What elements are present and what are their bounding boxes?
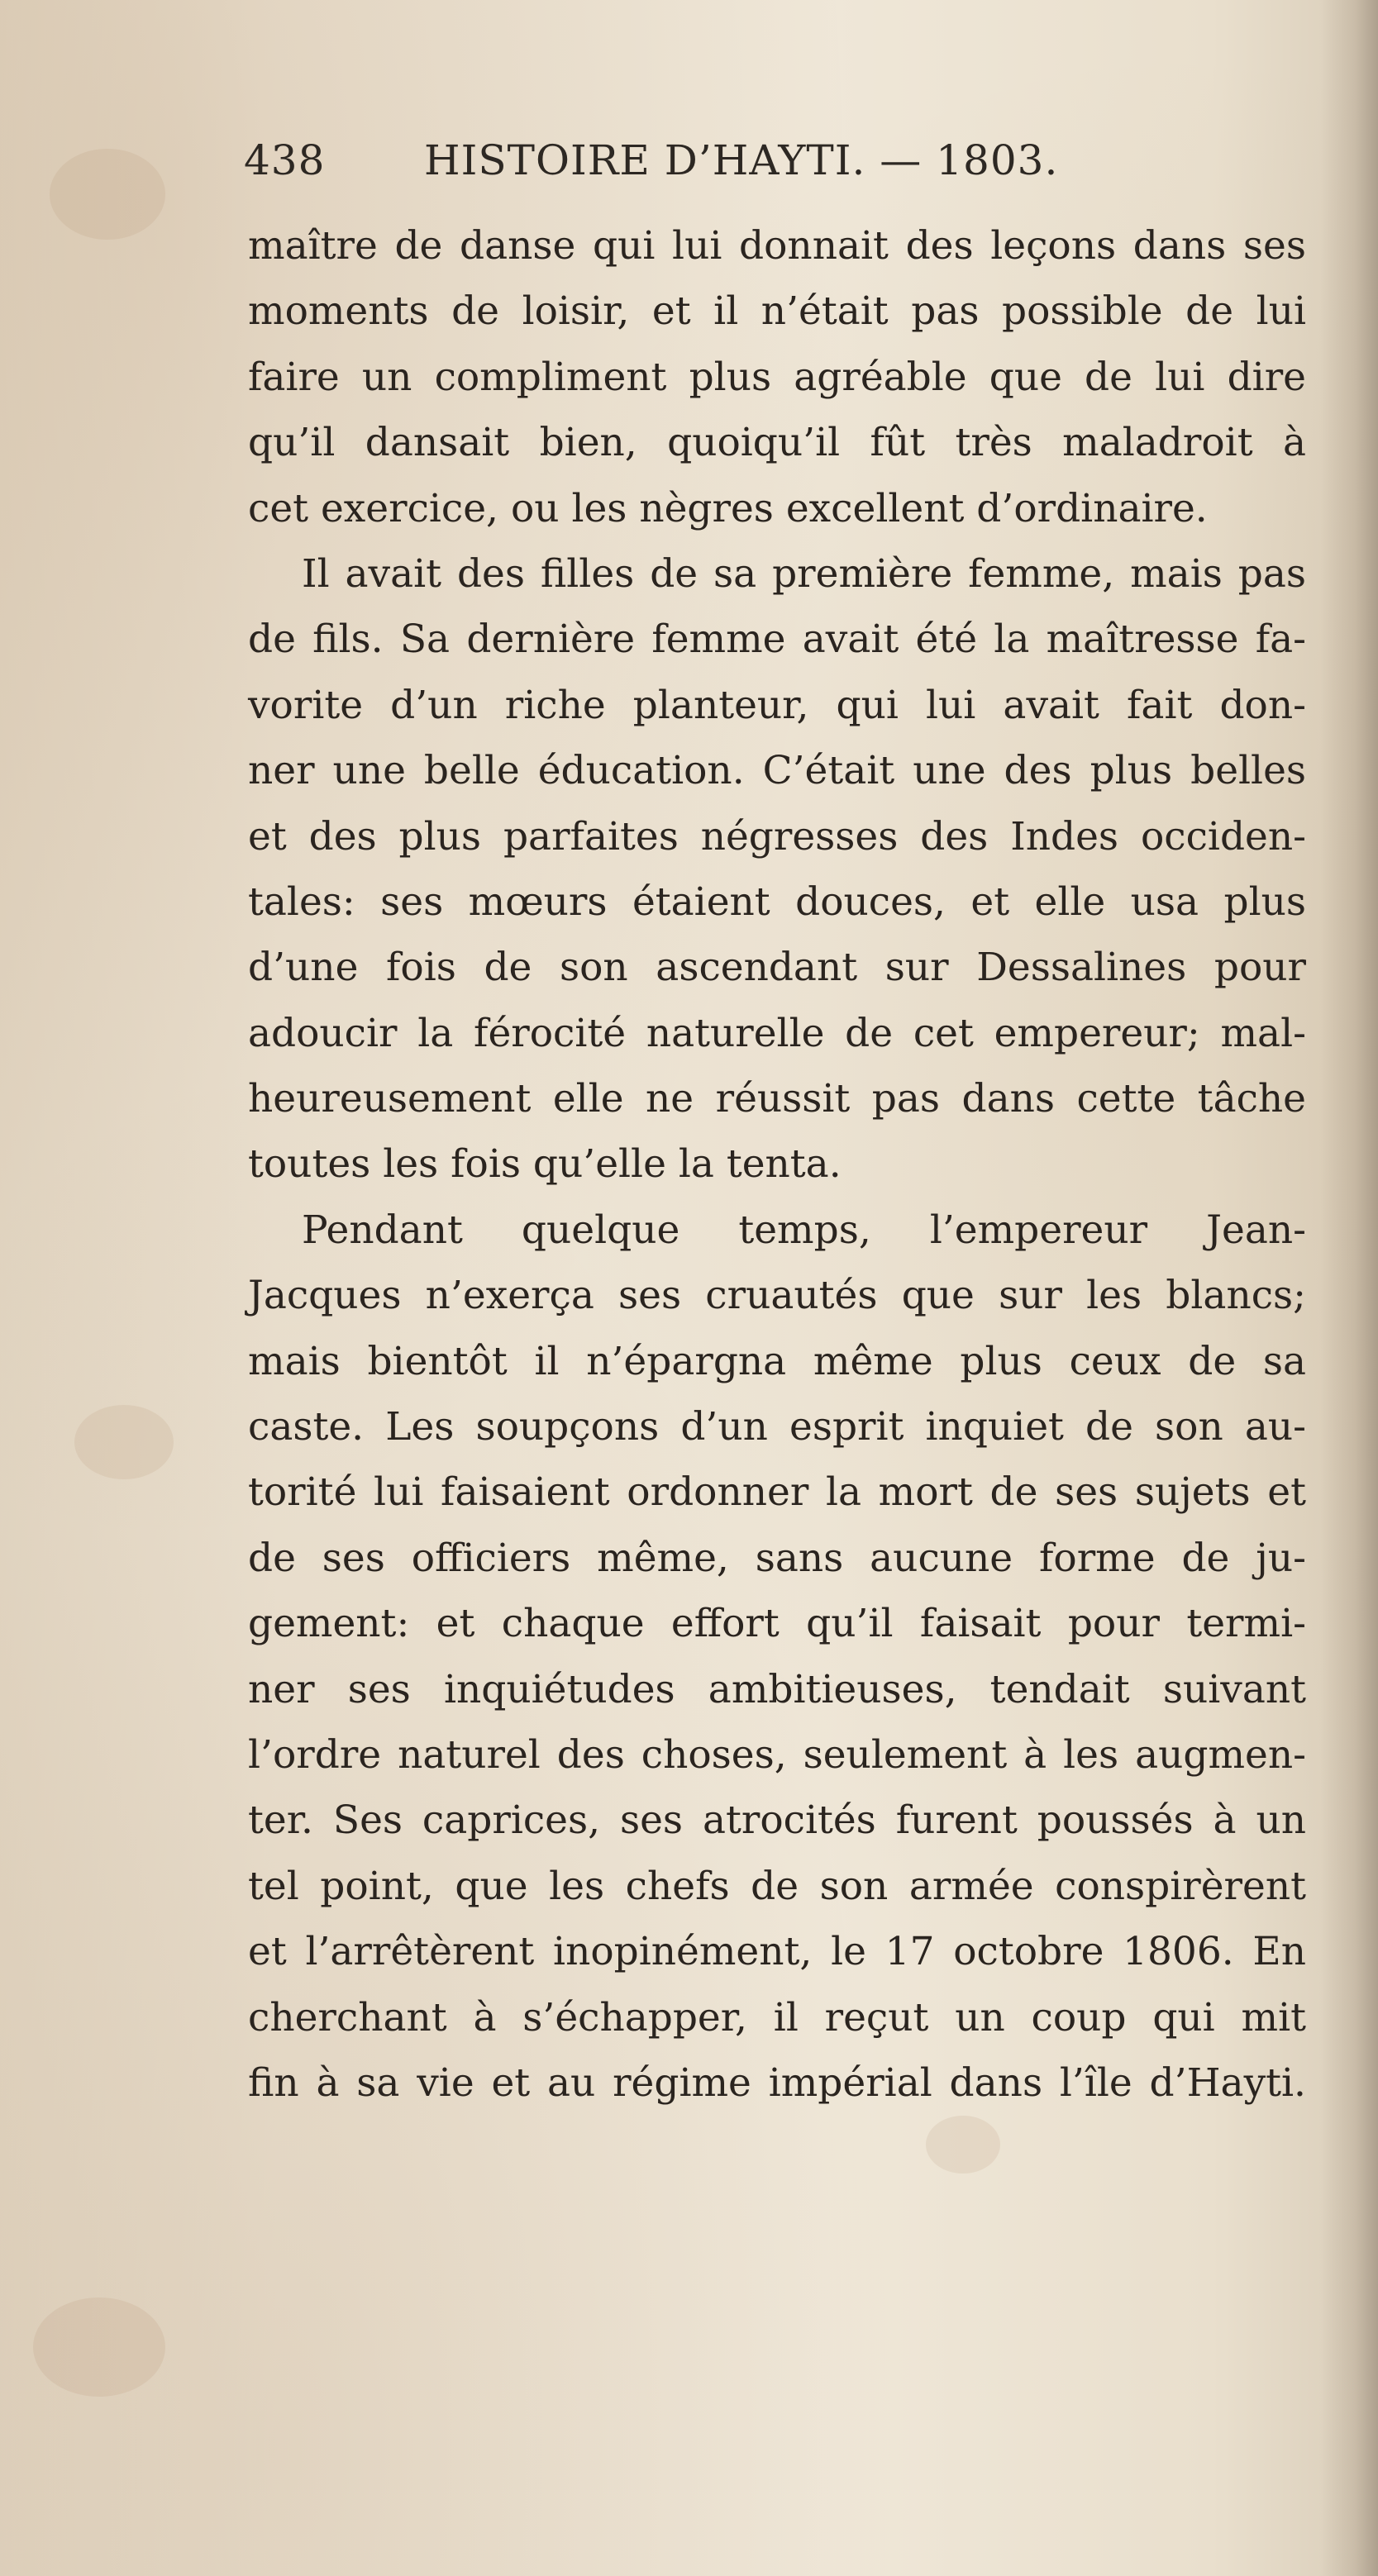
paragraph [248,1198,1306,2116]
text-line: torité lui faisaient ordonner la mort de ses sujets et [248,1469,1306,1516]
text-line: Il avait des filles de sa première femme, mais pas [302,550,1306,597]
page-fold-shadow [1320,0,1378,2576]
paper-stain [33,2297,165,2397]
running-head: HISTOIRE D’HAYTI. — 1803. [424,136,1059,184]
text-line: d’une fois de son ascendant sur Dessalines pour [248,945,1306,991]
text-line: l’ordre naturel des choses, seulement à les augmen- [248,1731,1306,1778]
text-line: tales: ses mœurs étaient douces, et elle usa plus [248,879,1306,925]
text-line: adoucir la férocité naturelle de cet empereur; mal- [248,1010,1306,1056]
paper-stain [50,149,165,240]
text-line: tel point, que les chefs de son armée conspirèrent [248,1863,1306,1909]
text-line: Pendant quelque temps, l’empereur Jean- [302,1207,1306,1253]
text-line: de fils. Sa dernière femme avait été la maîtresse fa- [248,617,1306,663]
page-header [244,136,1145,194]
text-line: et l’arrêtèrent inopinément, le 17 octobre 1806. En [248,1929,1306,1975]
text-line: ner une belle éducation. C’était une des plus belles [248,748,1306,794]
text-line: mais bientôt il n’épargna même plus ceux de sa [248,1338,1306,1384]
page-number: 438 [244,136,326,184]
text-line: maître de danse qui lui donnait des leçons dans ses [248,223,1306,269]
paper-stain [926,2116,1000,2174]
text-line: vorite d’un riche planteur, qui lui avait fait don- [248,682,1306,728]
paper-stain [74,1405,174,1479]
text-line: qu’il dansait bien, quoiqu’il fût très maladroit à [248,420,1306,466]
text-line: moments de loisir, et il n’était pas possible de lui [248,288,1306,335]
text-line: caste. Les soupçons d’un esprit inquiet de son au- [248,1404,1306,1450]
text-line: fin à sa vie et au régime impérial dans l’île d’Hayti. [248,2059,1306,2106]
text-line: et des plus parfaites négresses des Indes occiden- [248,813,1306,859]
text-line: ner ses inquiétudes ambitieuses, tendait suivant [248,1666,1306,1712]
text-line: ter. Ses caprices, ses atrocités furent poussés à un [248,1797,1306,1844]
text-line: cherchant à s’échapper, il reçut un coup qui mit [248,1994,1306,2040]
text-line: cet exercice, ou les nègres excellent d’ordinaire. [248,485,1208,531]
text-line: toutes les fois qu’elle la tenta. [248,1141,842,1188]
text-line: gement: et chaque effort qu’il faisait pour termi- [248,1601,1306,1647]
text-line: faire un compliment plus agréable que de lui dire [248,354,1306,400]
text-line: Jacques n’exerça ses cruautés que sur les blancs; [248,1273,1306,1319]
paragraph [248,213,1306,541]
body-text [248,213,1306,2116]
text-line: de ses officiers même, sans aucune forme de ju- [248,1535,1306,1581]
text-line: heureusement elle ne réussit pas dans cette tâche [248,1076,1306,1122]
paragraph [248,541,1306,1198]
